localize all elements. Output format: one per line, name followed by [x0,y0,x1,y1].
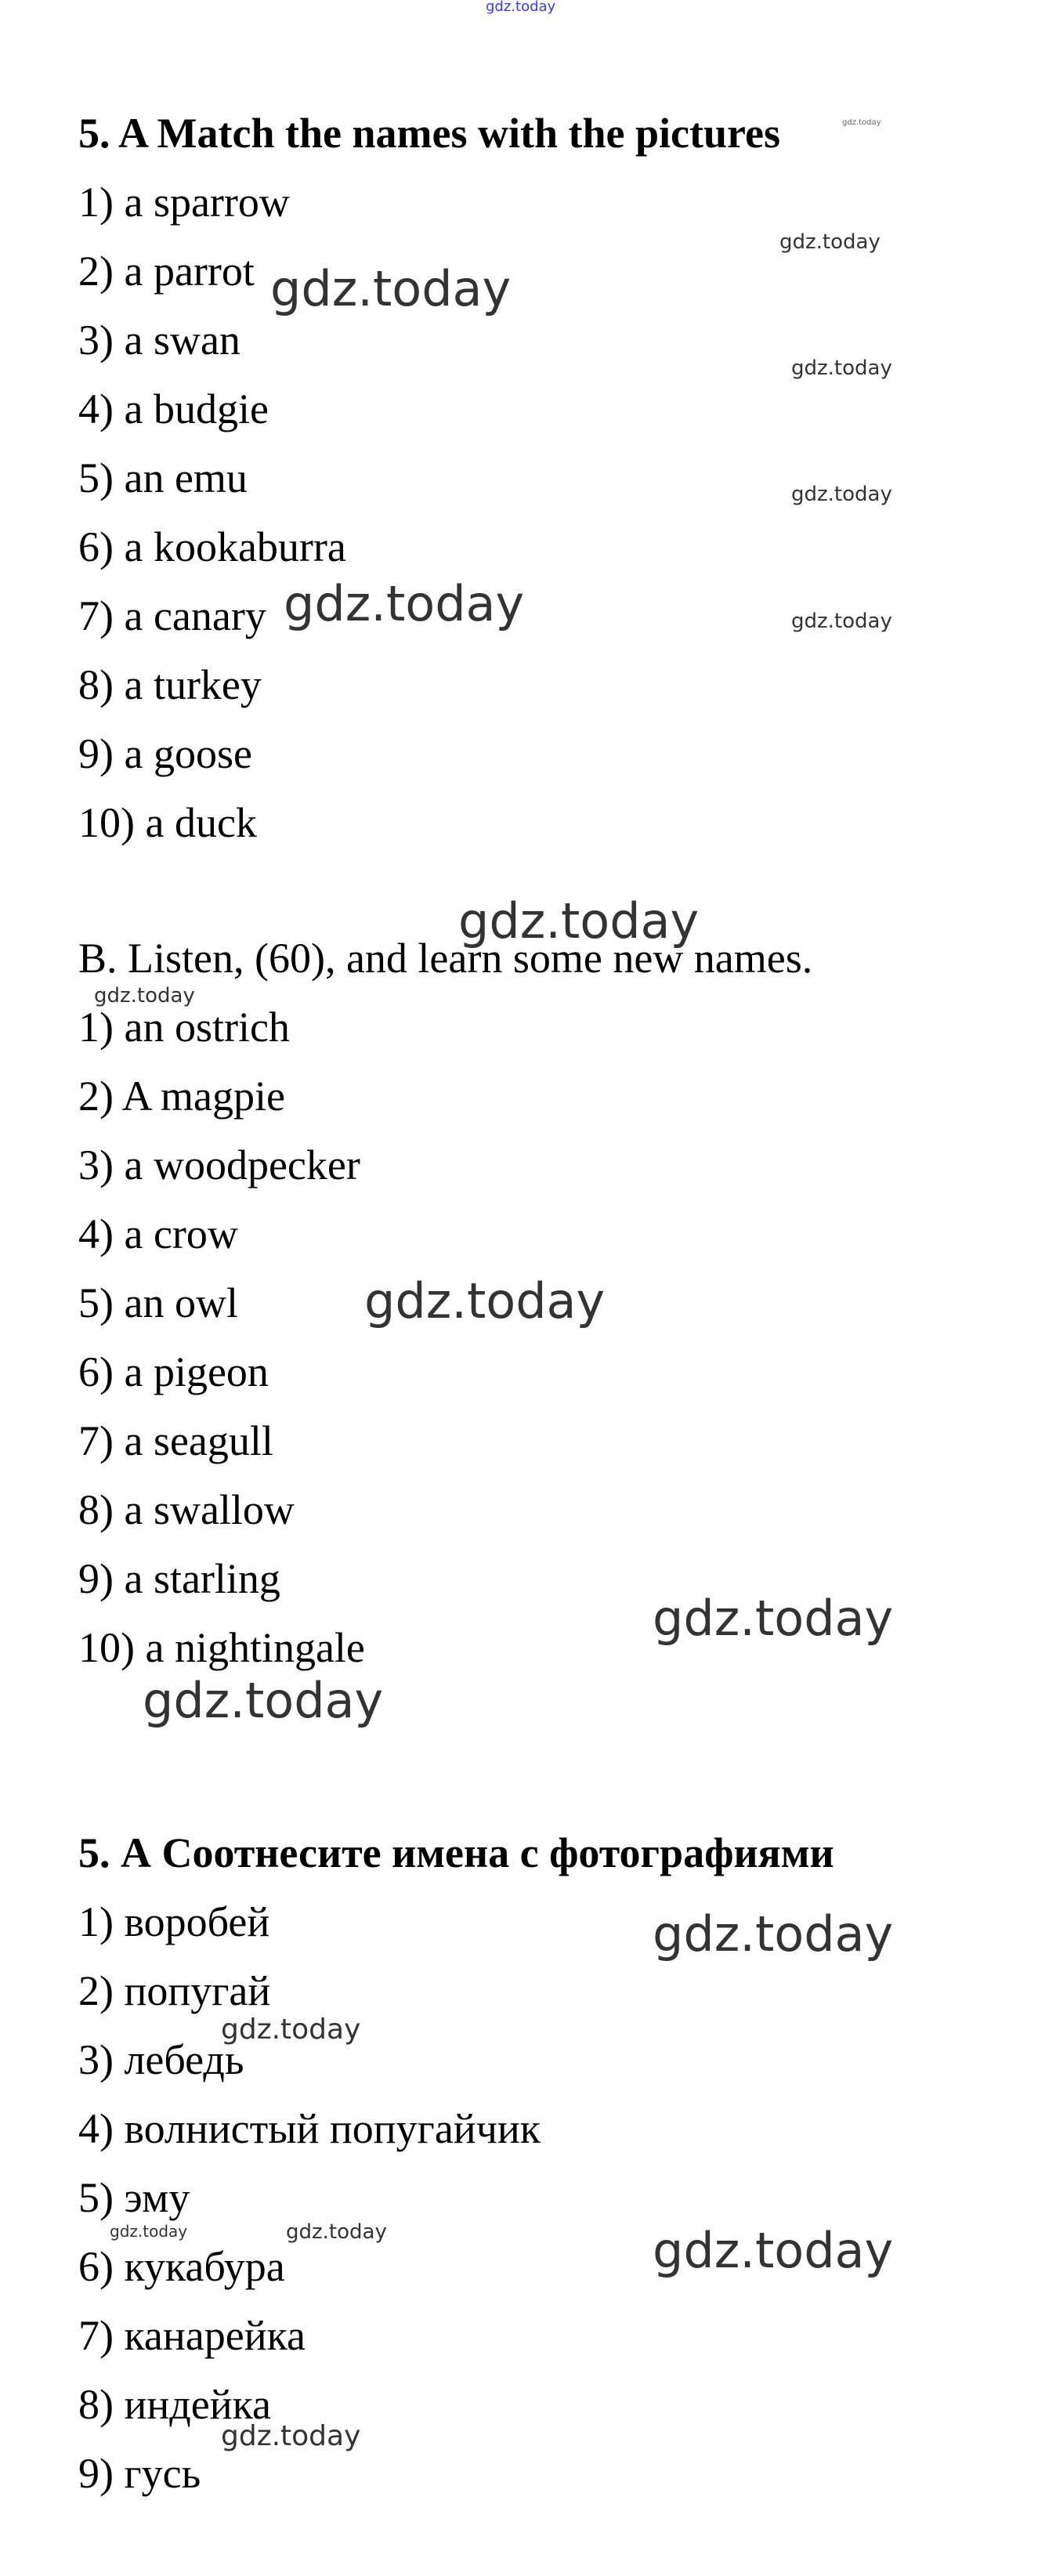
section-ru-item-9: 9) гусь [78,2450,201,2497]
section-a-item-1: 1) a sparrow [78,179,290,226]
section-ru-item-6: 6) кукабура [78,2243,285,2290]
watermark-r5: gdz.today [653,2222,894,2279]
section-ru-item-2: 2) попугай [78,1967,271,2014]
watermark-b4: gdz.today [653,1590,894,1647]
watermark-a6: gdz.today [791,610,892,633]
section-ru-item-3: 3) лебедь [78,2036,244,2083]
watermark-r1: gdz.today [653,1905,894,1963]
section-b-item-4: 4) a crow [78,1210,238,1257]
watermark-r2: gdz.today [221,2013,361,2046]
watermark-r3: gdz.today [110,2222,188,2241]
watermark-b5: gdz.today [143,1672,384,1729]
watermark-a3: gdz.today [791,356,892,380]
watermark-r6: gdz.today [221,2420,361,2452]
watermark-b1: gdz.today [458,892,700,950]
section-b-item-3: 3) a woodpecker [78,1141,360,1189]
watermark-a1: gdz.today [779,230,881,254]
section-ru-item-7: 7) канарейка [78,2312,306,2359]
section-b-item-8: 8) a swallow [78,1486,295,1533]
section-ru-item-4: 4) волнистый попугайчик [78,2105,541,2152]
section-ru-heading: 5. А Соотнесите имена с фотографиями [78,1829,834,1876]
section-b-item-6: 6) a pigeon [78,1348,269,1395]
watermark-b3: gdz.today [364,1272,606,1330]
watermark-r4: gdz.today [286,2220,387,2244]
section-a-item-8: 8) a turkey [78,661,262,708]
section-a-item-5: 5) an emu [78,454,248,501]
section-a-item-6: 6) a kookaburra [78,523,346,570]
section-a-heading: 5. A Match the names with the pictures [78,110,780,157]
section-a-item-7: 7) a canary [78,592,266,639]
watermark-a5: gdz.today [284,575,525,632]
section-a-item-3: 3) a swan [78,317,241,364]
section-b-item-5: 5) an owl [78,1279,238,1326]
section-b-item-10: 10) a nightingale [78,1624,365,1671]
watermark-a4: gdz.today [791,483,892,506]
section-ru-item-5: 5) эму [78,2174,190,2221]
watermark-a2: gdz.today [270,260,512,317]
section-a-item-10: 10) a duck [78,799,257,846]
section-b-heading: B. Listen, (60), and learn some new names. [78,935,813,982]
section-a-item-9: 9) a goose [78,730,252,777]
watermark-micro: gdz.today [842,118,881,127]
section-b-item-2: 2) A magpie [78,1073,285,1120]
section-a-item-4: 4) a budgie [78,385,269,432]
section-b-item-1: 1) an ostrich [78,1004,290,1051]
section-b-item-7: 7) a seagull [78,1417,273,1464]
watermark-top: gdz.today [486,0,556,15]
section-ru-item-8: 8) индейка [78,2381,272,2428]
section-b-item-9: 9) a starling [78,1555,280,1602]
section-a-item-2: 2) a parrot [78,248,255,295]
section-ru-item-1: 1) воробей [78,1898,270,1945]
watermark-b2: gdz.today [94,984,195,1008]
